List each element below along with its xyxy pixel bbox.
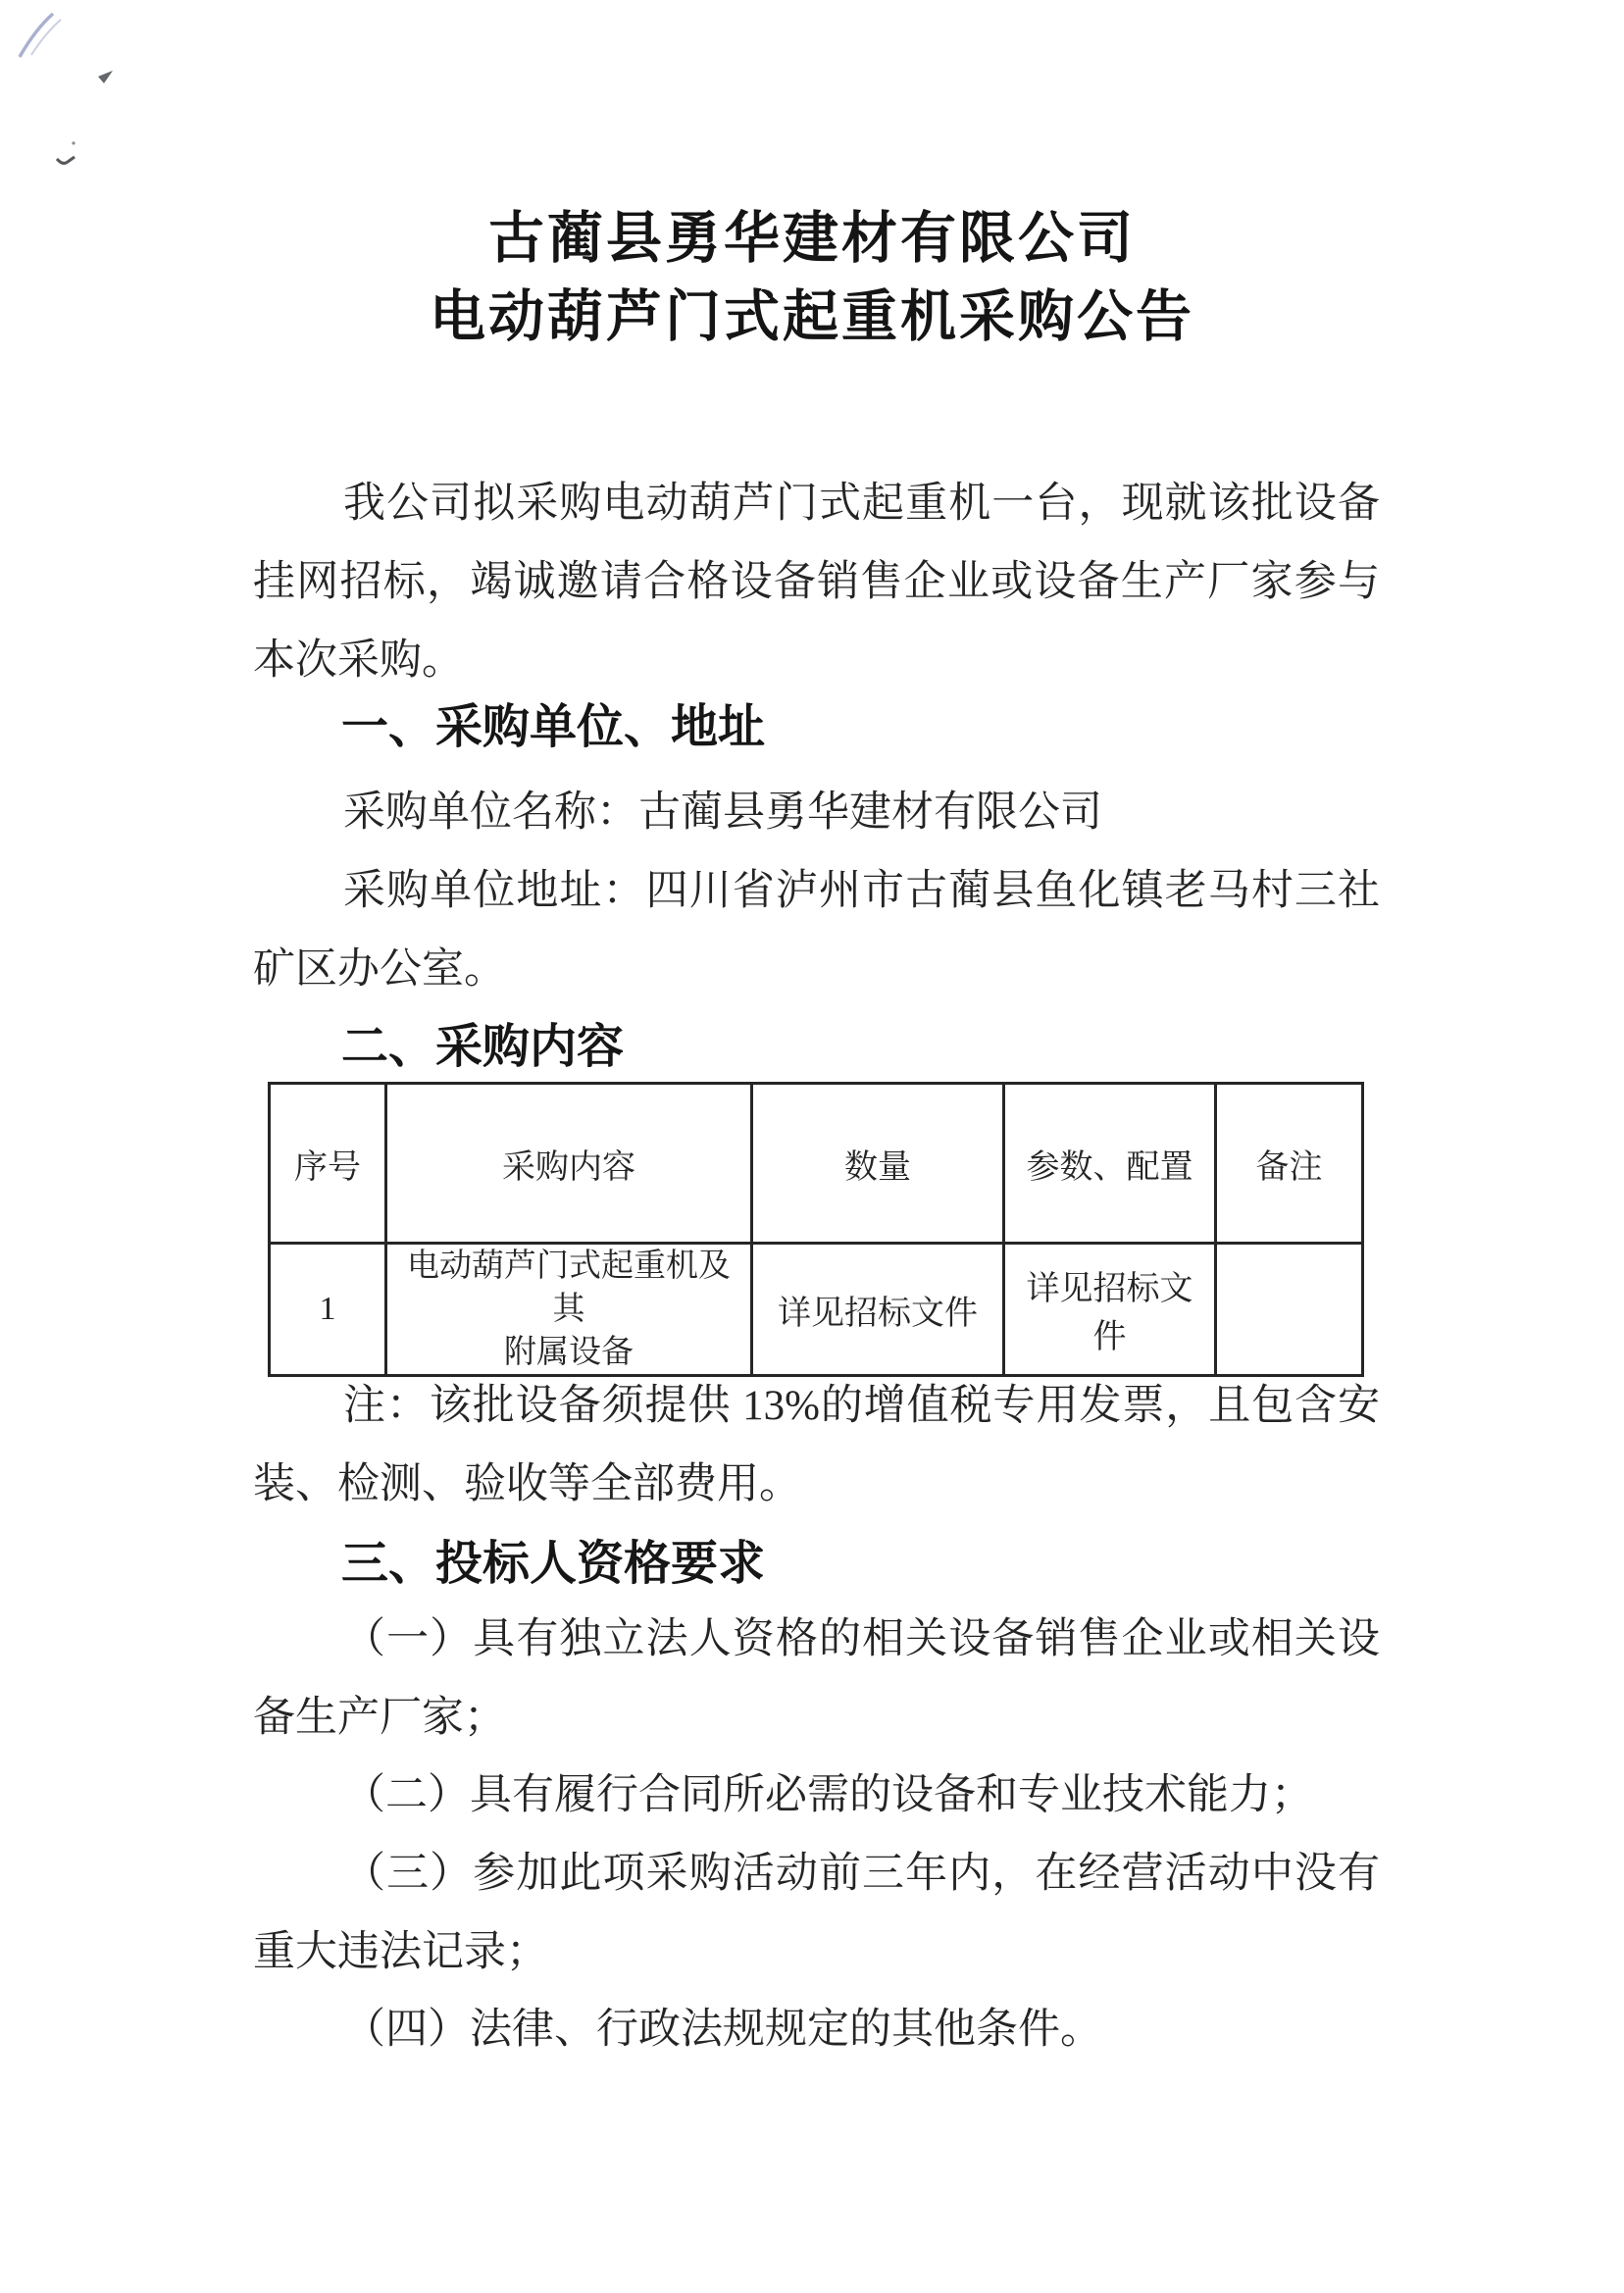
table-header-cell: 备注	[1216, 1084, 1363, 1244]
text-line: 采购单位地址：四川省泸州市古蔺县鱼化镇老马村三社	[343, 868, 1380, 914]
text-line: 我公司拟采购电动葫芦门式起重机一台，现就该批设备	[343, 481, 1380, 527]
table-header-row	[270, 1084, 1363, 1244]
qualification-item-2	[253, 1757, 1380, 1835]
section2-heading: 二、采购内容	[341, 1021, 625, 1073]
table-header-cell: 参数、配置	[1004, 1084, 1216, 1244]
title-company-line: 古蔺县勇华建材有限公司	[488, 207, 1136, 270]
ink-speck-artifact	[96, 69, 116, 86]
section3-heading: 三、投标人资格要求	[341, 1538, 766, 1590]
text-line: 采购单位名称：古蔺县勇华建材有限公司	[343, 790, 1102, 836]
title-announcement-line: 电动葫芦门式起重机采购公告	[430, 285, 1194, 348]
text-line: 装、检测、验收等全部费用。	[253, 1461, 801, 1507]
pen-stroke-artifact	[8, 8, 71, 71]
purchase-table	[268, 1082, 1364, 1377]
section1-body	[253, 774, 1380, 1009]
intro-paragraph	[253, 465, 1380, 700]
text-line: （三）参加此项采购活动前三年内，在经营活动中没有	[343, 1851, 1380, 1897]
table-cell-content-line: 附属设备	[504, 1335, 634, 1370]
qualification-item-1	[253, 1601, 1380, 1758]
qualification-item-4	[253, 1991, 1380, 2069]
table-header-cell: 采购内容	[386, 1084, 752, 1244]
text-line: 重大违法记录；	[253, 1929, 548, 1975]
check-mark-artifact	[55, 139, 80, 169]
table-cell-content	[386, 1244, 752, 1376]
text-line: 备生产厂家；	[253, 1695, 506, 1741]
qualification-item-3	[253, 1835, 1380, 1992]
table-cell-remark	[1216, 1244, 1363, 1376]
document-title	[0, 199, 1624, 356]
text-line: （二）具有履行合同所必需的设备和专业技术能力；	[343, 1772, 1313, 1818]
text-line: 注：该批设备须提供 13%的增值税专用发票，且包含安	[343, 1383, 1380, 1429]
table-cell-params: 详见招标文件	[1004, 1244, 1216, 1376]
table-header-cell: 序号	[270, 1084, 386, 1244]
table-cell-content-line: 电动葫芦门式起重机及其	[407, 1248, 731, 1327]
section1-heading: 一、采购单位、地址	[341, 701, 766, 753]
table-header-cell: 数量	[752, 1084, 1004, 1244]
table-cell-quantity: 详见招标文件	[752, 1244, 1004, 1376]
text-line: 本次采购。	[253, 637, 464, 684]
table-note	[253, 1367, 1380, 1524]
table-cell-no: 1	[270, 1244, 386, 1376]
text-line: 矿区办公室。	[253, 946, 506, 993]
text-line: 挂网招标，竭诚邀请合格设备销售企业或设备生产厂家参与	[253, 559, 1380, 605]
text-line: （四）法律、行政法规规定的其他条件。	[343, 2007, 1102, 2053]
text-line: （一）具有独立法人资格的相关设备销售企业或相关设	[343, 1616, 1380, 1662]
table-row	[270, 1244, 1363, 1376]
